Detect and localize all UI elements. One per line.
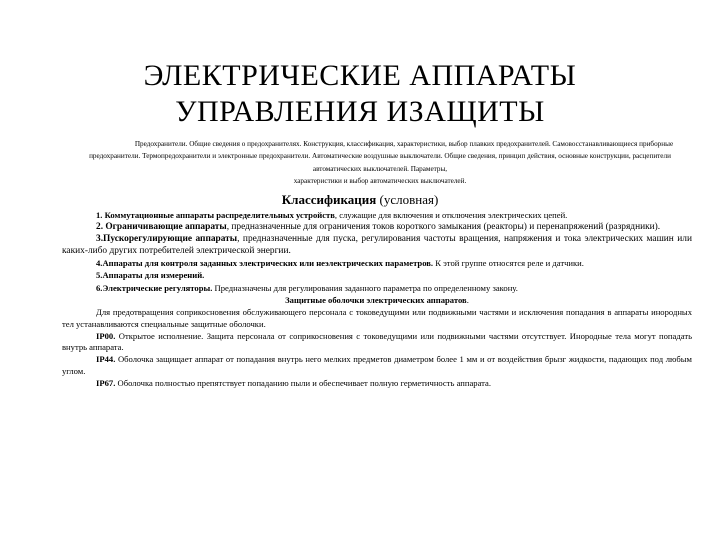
ip-description: Оболочка защищает аппарат от попадания внутрь него мелких предметов диаметром более 1 мм и от воздействия брызг жидкости, падающих под любым углом. [62, 354, 692, 377]
slide-title-line-2: УПРАВЛЕНИЯ ИЗАЩИТЫ [175, 95, 545, 128]
classification-item-4 [62, 258, 692, 270]
slide-title-line-1: ЭЛЕКТРИЧЕСКИЕ АППАРАТЫ [143, 59, 577, 92]
item-text: , предназначенные для пуска, регулирования частоты вращения, напряжения и тока электрических машин или каких-либо других потребителей электрической энергии. [62, 234, 693, 256]
item-text: , служащие для включения и отключения электрических цепей. [334, 210, 568, 220]
classification-heading-note: (условная) [376, 192, 439, 207]
item-text: К этой группе относятся реле и датчики. [433, 258, 584, 269]
enclosures-heading-period: . [466, 294, 469, 305]
item-text: Предназначены для регулирования заданного параметра по определенному закону. [212, 282, 518, 293]
ip-code: IP67. [96, 378, 116, 389]
item-title: 6.Электрические регуляторы. [96, 282, 213, 293]
enclosures-heading [62, 295, 692, 307]
intro-text-end: характеристики и выбор автоматических выключателей. [293, 177, 467, 186]
ip-code: IP00. [96, 330, 116, 341]
item-title: 1. Коммутационные аппараты распределительных устройств [96, 210, 335, 220]
item-text: , предназначенные для ограничения токов короткого замыкания (реакторы) и перенапряжений (разрядники). [226, 222, 661, 233]
ip-rating-ip67 [62, 378, 692, 390]
item-title: 5.Аппараты для измерений. [96, 270, 205, 281]
item-title: 2. Ограничивающие аппараты [96, 222, 227, 233]
classification-heading [0, 192, 720, 208]
classification-heading-bold: Классификация [281, 192, 377, 207]
ip-rating-ip44 [62, 354, 692, 377]
ip-rating-ip00 [62, 331, 692, 354]
classification-item-6 [62, 283, 692, 295]
intro-block [68, 138, 692, 188]
ip-code: IP44. [96, 354, 116, 365]
item-title: 3.Пускорегулирующие аппараты [96, 234, 238, 245]
intro-text: Предохранители. Общие сведения о предохранителях. Конструкция, классификация, характеристики, выбор плавких предохранителей. Самовосстанавливающиеся приборные предохранители. Термопредохранители и электронные предохранители. Автоматические воздушные выключатели. Общие сведения, принцип действия, основные конструкции, расцепители автоматических выключателей. Параметры, [89, 140, 674, 173]
item-title: 4.Аппараты для контроля заданных электрических или неэлектрических параметров. [96, 258, 434, 269]
classification-item-3 [62, 234, 692, 257]
classification-item-2 [62, 222, 692, 234]
ip-description: Оболочка полностью препятствует попаданию пыли и обеспечивает полную герметичность аппарата. [115, 378, 491, 389]
ip-description: Открытое исполнение. Защита персонала от соприкосновения с токоведущими или подвижными частями отсутствует. Инородные тела могут попадать внутрь аппарата. [62, 330, 692, 353]
classification-item-1 [62, 210, 692, 222]
slide-title [0, 58, 720, 130]
enclosures-paragraph: Для предотвращения соприкосновения обслуживающего персонала с токоведущими или подвижными частями и исключения попадания в аппараты инородных тел устанавливаются специальные защитные оболочки. [62, 306, 692, 329]
body-text [62, 210, 692, 390]
enclosures-heading-text: Защитные оболочки электрических аппаратов [285, 294, 467, 305]
classification-item-5 [62, 270, 692, 282]
